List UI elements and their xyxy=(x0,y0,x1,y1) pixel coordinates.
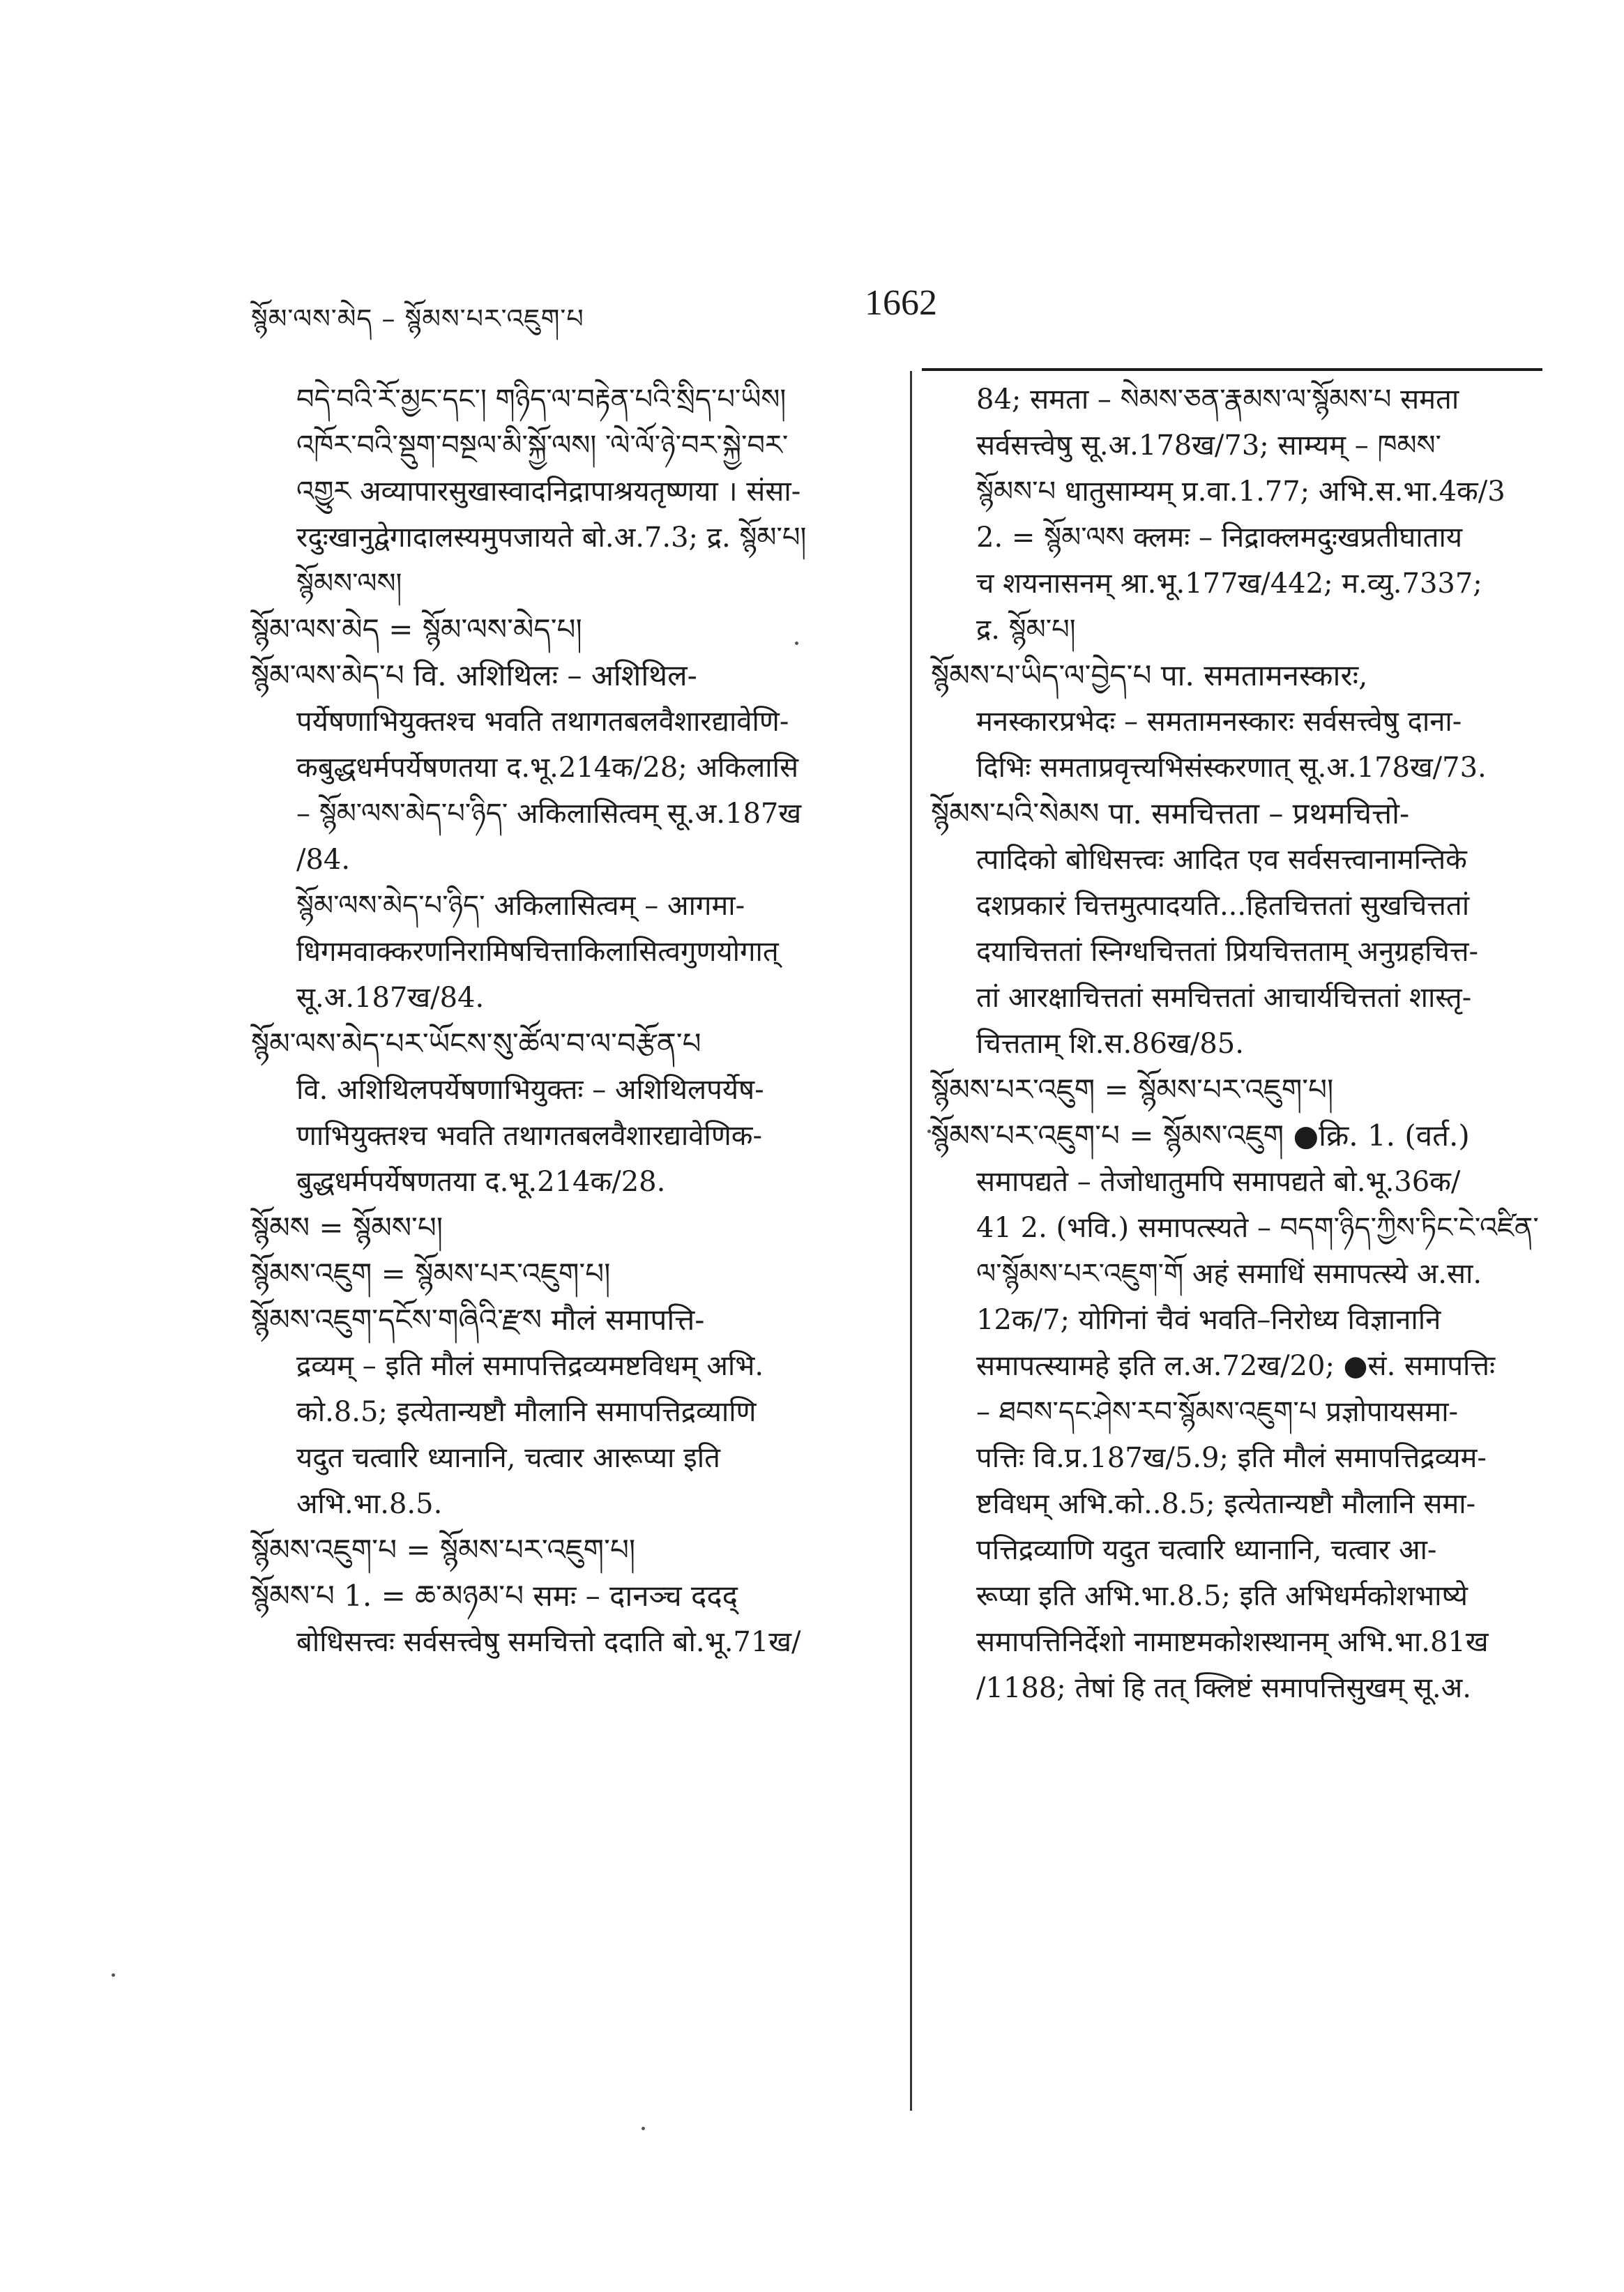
scan-speck xyxy=(642,2127,645,2130)
headword-line: སྙོམ་ལས་མེད་པ वि. अशिथिलः – अशिथिल- xyxy=(251,658,697,692)
text-line: रदुःखानुद्वेगादालस्यमुपजायते बो.अ.7.3; द्र. སྙོམ་པ། xyxy=(296,522,807,554)
right-column xyxy=(931,377,1545,1711)
scan-speck xyxy=(927,1130,931,1133)
text-line: रूप्या इति अभि.भा.8.5; इति अभिधर्मकोशभाष्ये xyxy=(976,1580,1468,1612)
text-line: पत्तिद्रव्याणि यदुत चत्वारि ध्यानानि, चत्वार आ- xyxy=(976,1534,1437,1566)
text-line: 12क/7; योगिनां चैवं भवति–निरोध्य विज्ञानानि xyxy=(976,1304,1441,1336)
headword-line: སྙོམ་ལས་མེད = སྙོམ་ལས་མེད་པ། xyxy=(251,612,582,646)
headword-line: སྙོམས་འཇུག = སྙོམས་པར་འཇུག་པ། xyxy=(251,1257,611,1291)
text-line: – སྙོམ་ལས་མེད་པ་ཉིད་ अकिलासित्वम् सू.अ.187ख xyxy=(296,798,802,830)
text-line: मनस्कारप्रभेदः – समतामनस्कारः सर्वसत्त्वेषु दाना- xyxy=(976,706,1462,738)
headword-line: སྙོམས་པའི་སེམས पा. समचित्तता – प्रथमचित्तो- xyxy=(931,796,1410,830)
header-entry-range: སྙོམ་ལས་མེད – སྙོམས་པར་འཇུག་པ xyxy=(251,303,584,334)
text-line: दशप्रकारं चित्तमुत्पादयति...हितचित्ततां सुखचित्ततां xyxy=(976,890,1470,922)
text-line: तां आरक्षाचित्ततां समचित्ततां आचार्यचित्ततां शास्तृ- xyxy=(976,982,1472,1014)
text-line: འགྱུར अव्यापारसुखास्वादनिद्रापाश्रयतृष्णया । संसा- xyxy=(296,476,801,508)
text-line: वि. अशिथिलपर्येषणाभियुक्तः – अशिथिलपर्येष- xyxy=(296,1074,764,1106)
text-line: णाभियुक्तश्च भवति तथागतबलवैशारद्यावेणिक- xyxy=(296,1120,763,1152)
page-number: 1662 xyxy=(865,283,937,323)
text-line: चित्तताम् शि.स.86ख/85. xyxy=(976,1028,1244,1060)
headword-line: སྙོམས་པར་འཇུག་པ = སྙོམས་འཇུག ●क्रि. 1. (वर्त.) xyxy=(931,1118,1470,1153)
text-line: /1188; तेषां हि तत् क्लिष्टं समापत्तिसुखम् सू.अ. xyxy=(976,1672,1471,1704)
left-column xyxy=(251,377,896,1665)
headword-line: སྙོམས་འཇུག་པ = སྙོམས་པར་འཇུག་པ། xyxy=(251,1533,636,1567)
text-line: को.8.5; इत्येतान्यष्टौ मौलानि समापत्तिद्रव्याणि xyxy=(296,1396,757,1428)
headword-line: སྙོམ་ལས་མེད་པར་ཡོངས་སུ་ཚོལ་བ་ལ་བརྩོན་པ xyxy=(251,1026,701,1061)
text-line: 84; समता – སེམས་ཅན་རྣམས་ལ་སྙོམས་པ समता xyxy=(976,384,1459,416)
text-line: बुद्धधर्मपर्येषणतया द.भू.214क/28. xyxy=(296,1166,666,1198)
text-line: अभि.भा.8.5. xyxy=(296,1488,443,1520)
text-line: ལ་སྙོམས་པར་འཇུག་གོ अहं समाधिं समापत्स्ये अ.सा. xyxy=(976,1258,1482,1290)
text-line: སྙོམས་ལས། xyxy=(296,568,402,600)
text-line: त्पादिको बोधिसत्त्वः आदित एव सर्वसत्त्वानामन्तिके xyxy=(976,844,1467,876)
headword-line: སྙོམས་པ་ཡིད་ལ་བྱེད་པ पा. समतामनस्कारः, xyxy=(931,658,1368,692)
text-line: 2. = སྙོམ་ལས क्लमः – निद्राक्लमदुःखप्रतीघाताय xyxy=(976,522,1463,554)
text-line: – ཐབས་དང་ཤེས་རབ་སྙོམས་འཇུག་པ प्रज्ञोपायसमा- xyxy=(976,1396,1459,1428)
text-line: बोधिसत्त्वः सर्वसत्त्वेषु समचित्तो ददाति बो.भू.71ख/ xyxy=(296,1626,801,1658)
text-line: འཁོར་བའི་སྡུག་བསྔལ་མི་སྐྱོ་ལས། ་ལེ་ལོ་ཉེ་བར་སྐྱེ་བར་ xyxy=(296,430,789,462)
headword-line: སྙོམས = སྙོམས་པ། xyxy=(251,1210,443,1245)
text-line: कबुद्धधर्मपर्येषणतया द.भू.214क/28; अकिलासि xyxy=(296,752,799,784)
text-line: /84. xyxy=(296,844,351,876)
text-line: च शयनासनम् श्रा.भू.177ख/442; म.व्यु.7337; xyxy=(976,568,1482,600)
text-line: सू.अ.187ख/84. xyxy=(296,982,485,1014)
text-line: पर्येषणाभियुक्तश्च भवति तथागतबलवैशारद्यावेणि- xyxy=(296,706,789,738)
text-line: यदुत चत्वारि ध्यानानि, चत्वार आरूप्या इति xyxy=(296,1442,720,1474)
text-line: समापत्तिनिर्देशो नामाष्टमकोशस्थानम् अभि.भा.81ख xyxy=(976,1626,1489,1658)
text-line: सर्वसत्त्वेषु सू.अ.178ख/73; साम्यम् – ཁམས་ xyxy=(976,430,1441,462)
text-line: समापद्यते – तेजोधातुमपि समापद्यते बो.भू.36क/ xyxy=(976,1166,1461,1198)
header-rule xyxy=(922,368,1542,371)
text-line: दिभिः समताप्रवृत्त्यभिसंस्करणात् सू.अ.178ख/73. xyxy=(976,752,1487,784)
text-line: བདེ་བའི་རོ་མྱང་དང་། གཉིད་ལ་བརྟེན་པའི་སྲིད་པ་ཡིས། xyxy=(296,384,787,416)
scan-speck xyxy=(795,642,798,645)
text-line: སྙོམས་པ धातुसाम्यम् प्र.वा.1.77; अभि.स.भा.4क/3 xyxy=(976,476,1505,508)
text-line: पत्तिः वि.प्र.187ख/5.9; इति मौलं समापत्तिद्रव्यम- xyxy=(976,1442,1487,1474)
headword-line: སྙོམས་པ 1. = ཆ་མཉམ་པ समः – दानञ्च ददद् xyxy=(251,1579,738,1613)
headword-line: སྙོམས་འཇུག་དངོས་གཞིའི་རྫས मौलं समापत्ति- xyxy=(251,1303,705,1337)
text-line: दयाचित्ततां स्निग्धचित्ततां प्रियचित्तताम् अनुग्रहचित्त- xyxy=(976,936,1479,968)
page-header xyxy=(251,282,1562,338)
text-line: धिगमवाक्करणनिरामिषचित्ताकिलासित्वगुणयोगात् xyxy=(296,936,779,968)
text-line: ष्टविधम् अभि.को..8.5; इत्येतान्यष्टौ मौलानि समा- xyxy=(976,1488,1476,1520)
text-line: समापत्स्यामहे इति ल.अ.72ख/20; ●सं. समापत्तिः xyxy=(976,1350,1496,1382)
text-line: द्रव्यम् – इति मौलं समापत्तिद्रव्यमष्टविधम् अभि. xyxy=(296,1350,764,1382)
text-line: 41 2. (भवि.) समापत्स्यते – བདག་ཉིད་ཀྱིས་ཏིང་ངེ་འཛིན་ xyxy=(976,1212,1539,1244)
scan-speck xyxy=(112,1973,115,1977)
text-line: द्र. སྙོམ་པ། xyxy=(976,614,1076,646)
headword-line: སྙོམས་པར་འཇུག = སྙོམས་པར་འཇུག་པ། xyxy=(931,1072,1334,1107)
text-line: སྙོམ་ལས་མེད་པ་ཉིད་ अकिलासित्वम् – आगमा- xyxy=(296,890,745,922)
column-divider xyxy=(910,371,912,2111)
